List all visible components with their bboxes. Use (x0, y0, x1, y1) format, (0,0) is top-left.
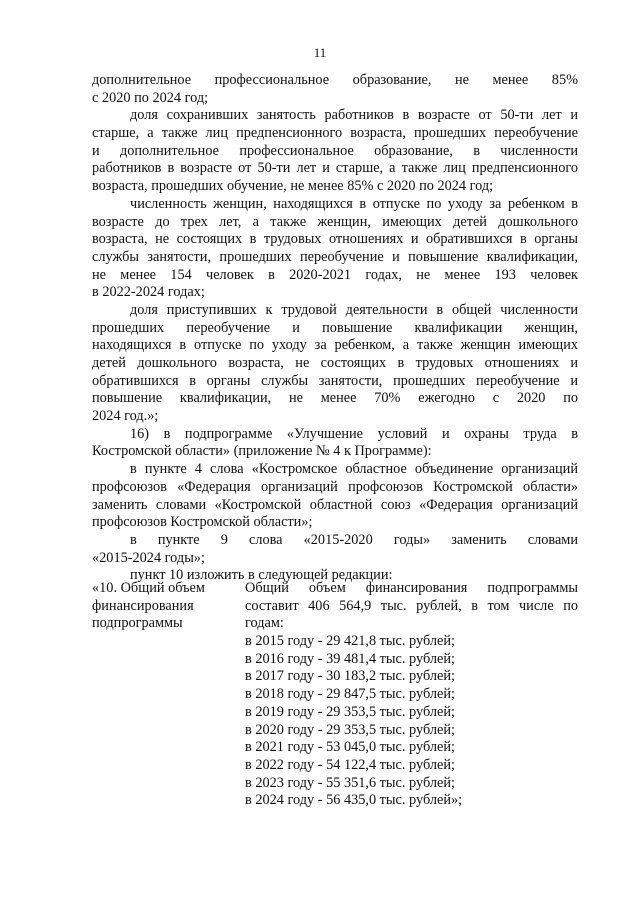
text-line: прошедших переобучение и повышение квалификации женщин, (92, 319, 578, 336)
table-value-line: годам: (245, 615, 284, 632)
text-line: численность женщин, находящихся в отпуске по уходу за ребенком в (130, 195, 578, 212)
text-line: профсоюзов «Федерация организаций профсоюзов Костромской области» (92, 478, 578, 495)
text-line: находящихся в отпуске по уходу за ребенком, а также женщин имеющих (92, 337, 578, 354)
text-line: 2024 год.»; (92, 408, 159, 425)
text-line: детей дошкольного возраста, не состоящих в трудовых отношениях и (92, 355, 578, 371)
financing-table-label (92, 580, 232, 633)
year-amount-line: в 2015 году - 29 421,8 тыс. рублей; (245, 633, 455, 650)
text-line: дополнительное профессиональное образование, не менее 85% (92, 72, 578, 88)
year-amount-line: в 2016 году - 39 481,4 тыс. рублей; (245, 650, 455, 667)
text-line: в 2022-2024 годах; (92, 284, 205, 301)
text-line: с 2020 по 2024 год; (92, 89, 209, 106)
financing-table-value (245, 580, 578, 810)
text-line: повышение квалификации, не менее 70% ежегодно с 2020 по (92, 390, 578, 407)
text-line: не менее 154 человек в 2020-2021 годах, не менее 193 человек (92, 266, 578, 283)
text-line: в пункте 9 слова «2015-2020 годы» заменить словами (130, 531, 578, 548)
table-label-line: подпрограммы (92, 615, 183, 632)
text-line: работников в возрасте от 50-ти лет и старше, а также лиц предпенсионного (92, 160, 578, 177)
text-line: заменить словами «Костромской областной союз «Федерация организаций (92, 496, 578, 513)
text-line: старше, а также лиц предпенсионного возраста, прошедших переобучение (92, 125, 578, 142)
document-body (92, 72, 578, 585)
year-amount-line: в 2018 году - 29 847,5 тыс. рублей; (245, 686, 455, 703)
table-value-line: Общий объем финансирования подпрограммы (245, 580, 578, 596)
text-line: обратившихся в органы службы занятости, прошедших переобучение и (92, 372, 578, 389)
year-amount-line: в 2023 году - 55 351,6 тыс. рублей; (245, 774, 455, 791)
table-value-line: составит 406 564,9 тыс. рублей, в том числе по (245, 597, 578, 614)
text-line: профсоюзов Костромской области»; (92, 514, 313, 531)
text-line: и дополнительное профессиональное образование, в численности (92, 142, 578, 159)
text-line: службы занятости, прошедших переобучение и повышение квалификации, (92, 248, 578, 265)
year-amount-line: в 2024 году - 56 435,0 тыс. рублей»; (245, 792, 463, 809)
text-line: доля сохранивших занятость работников в возрасте от 50-ти лет и (130, 107, 578, 124)
year-amount-line: в 2020 году - 29 353,5 тыс. рублей; (245, 721, 455, 738)
text-line: доля приступивших к трудовой деятельности в общей численности (130, 301, 578, 318)
table-label-line: финансирования (92, 597, 194, 614)
text-line: «2015-2024 годы»; (92, 549, 205, 566)
year-amount-line: в 2021 году - 53 045,0 тыс. рублей; (245, 739, 455, 756)
text-line: пункт 10 изложить в следующей редакции: (130, 567, 393, 584)
text-line: возраста, прошедших обучение, не менее 85% с 2020 по 2024 год; (92, 178, 494, 195)
year-amount-line: в 2022 году - 54 122,4 тыс. рублей; (245, 756, 455, 773)
text-line: возрасте до трех лет, а также женщин, имеющих детей дошкольного (92, 213, 578, 230)
year-amount-line: в 2017 году - 30 183,2 тыс. рублей; (245, 668, 455, 685)
text-line: Костромской области» (приложение № 4 к Программе): (92, 443, 432, 460)
text-line: в пункте 4 слова «Костромское областное объединение организаций (130, 461, 578, 478)
text-line: возраста, не состоящих в трудовых отношениях и обратившихся в органы (92, 231, 578, 248)
page-number: 11 (313, 45, 327, 60)
table-label-line: «10. Общий объем (92, 580, 205, 596)
year-amount-line: в 2019 году - 29 353,5 тыс. рублей; (245, 703, 455, 720)
text-line: 16) в подпрограмме «Улучшение условий и охраны труда в (130, 425, 578, 442)
